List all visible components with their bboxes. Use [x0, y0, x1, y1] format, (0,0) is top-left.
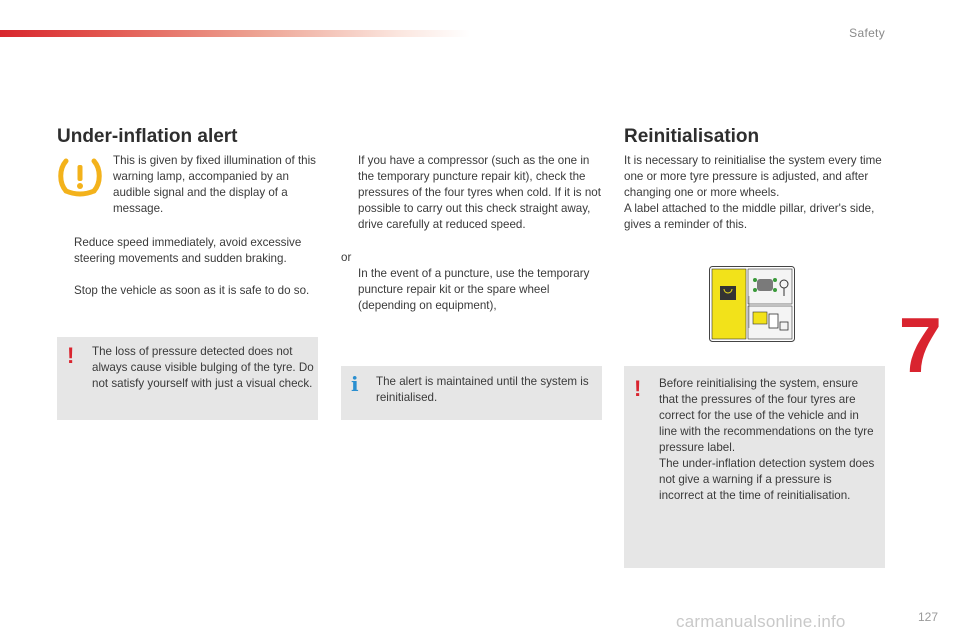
warning-box [57, 337, 318, 420]
list-item: If you have a compressor (such as the one in the temporary puncture repair kit), check the pressures of the four tyres when cold. If it is not possible to carry out this check straight away, drive carefully at reduced speed. [341, 153, 603, 233]
under-inflation-title: Under-inflation alert [57, 126, 238, 147]
warning-text: The loss of pressure detected does not always cause visible bulging of the tyre. Do not satisfy yourself with just a visual check. [92, 345, 314, 390]
list-item: In the event of a puncture, use the temporary puncture repair kit or the spare wheel (depending on equipment), [341, 266, 603, 314]
info-box [341, 366, 602, 420]
warning-icon: ! [67, 343, 75, 368]
warning-text: Before reinitialising the system, ensure that the pressures of the four tyres are correct for the use of the vehicle and in line with the recommendations on the tyre pressure label. [659, 377, 874, 454]
or-separator: or [341, 251, 352, 264]
bullet-mark-icon [341, 266, 358, 314]
section-label: Safety [849, 26, 885, 40]
lamp-description: This is given by fixed illumination of this warning lamp, accompanied by an audible signal and the display of a message. [113, 154, 316, 215]
list-item: Reduce speed immediately, avoid excessive steering movements and sudden braking. [57, 235, 319, 267]
page-number: 127 [917, 610, 938, 624]
reinitialisation-title: Reinitialisation [624, 126, 760, 147]
reinitialisation-paragraph: It is necessary to reinitialise the system every time one or more tyre pressure is adjusted, and after changing one or more wheels. [624, 154, 882, 199]
warning-text-2: The under-inflation detection system does not give a warning if a pressure is incorrect at the time of reinitialisation. [659, 457, 875, 502]
bullet-mark-icon [57, 235, 74, 267]
watermark: carmanualsonline.info [676, 612, 846, 631]
bullet-mark-icon [57, 283, 74, 299]
warning-icon: ! [634, 376, 642, 401]
header-accent-bar [0, 30, 470, 37]
info-text: The alert is maintained until the system is reinitialised. [376, 375, 589, 404]
tyre-warning-lamp-icon [57, 157, 103, 199]
info-icon: i [351, 372, 359, 396]
list-item: Stop the vehicle as soon as it is safe to do so. [57, 283, 319, 299]
label-reminder-paragraph: A label attached to the middle pillar, driver's side, gives a reminder of this. [624, 202, 875, 231]
tyre-pressure-label-image [709, 266, 795, 342]
chapter-number: 7 [898, 301, 942, 389]
bullet-mark-icon [341, 153, 358, 233]
reinitialisation-warning-box [624, 366, 885, 568]
